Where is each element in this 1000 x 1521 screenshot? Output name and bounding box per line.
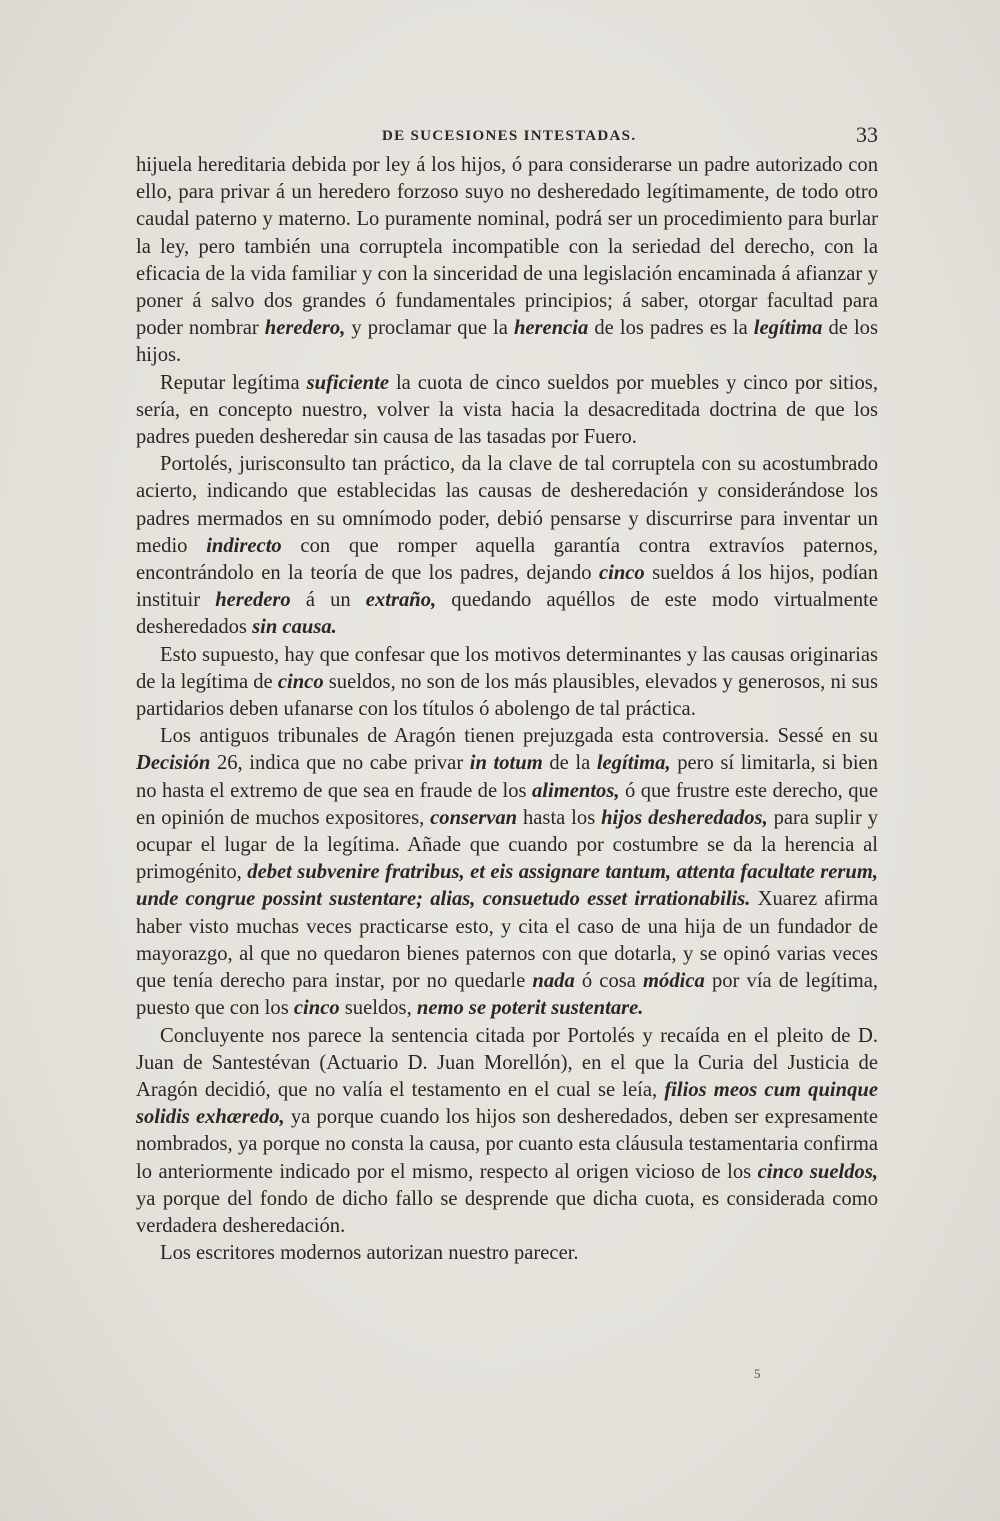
paragraph-3: Portolés, jurisconsulto tan práctico, da la clave de tal corruptela con su acostumbrado acierto, indicando que establecidas las causas de desheredación y considerándose los padres mermados en su omnímodo poder, debió pensarse y discurrirse para inventar un medio indirecto con que romper aquella garantía contra extravíos paternos, encontrándolo en la teoría de que los padres, dejando cinco sueldos á los hijos, podían instituir heredero á un extraño, quedando aquéllos de este modo virtualmente desheredados sin causa. (136, 453, 879, 639)
paragraph-6: Concluyente nos parece la sentencia citada por Portolés y recaída en el pleito de D. Juan de Santestévan (Actuario D. Juan Morellón), en el que la Curia del Justicia de Aragón decidió, que no valía el testamento en el cual se leía, filios meos cum quinque solidis exhæredo, ya porque cuando los hijos son desheredados, deben ser expresamente nombrados, ya porque no consta la causa, por cuanto esta cláusula testamentaria confirma lo anteriormente indicado por el mismo, respecto al origen vicioso de los cinco sueldos, ya porque del fondo de dicho fallo se desprende que dicha cuota, es considerada como verdadera desheredación. (136, 1024, 878, 1237)
body-text (136, 152, 878, 1267)
paragraph-7: Los escritores modernos autorizan nuestro parecer. (160, 1242, 579, 1265)
paragraph-5: Los antiguos tribunales de Aragón tienen prejuzgada esta controversia. Sessé en su Decisión 26, indica que no cabe privar in totum de la legítima, pero sí limitarla, si bien no hasta el extremo de que sea en fraude de los alimentos, ó que frustre este derecho, que en opinión de muchos expositores, conservan hasta los hijos desheredados, para suplir y ocupar el lugar de la legítima. Añade que cuando por costumbre se da la herencia al primogénito, debet subvenire fratribus, et eis assignare tantum, attenta facultate rerum, unde congrue possint sustentare; alias, consuetudo esset irrationabilis. Xuarez afirma haber visto muchas veces practicarse esto, y cita el caso de una hija de un fundador de mayorazgo, al que no quedaron bienes paternos con que dotarla, y se opinó varias veces que tenía derecho para instar, por no quedarle nada ó cosa módica por vía de legítima, puesto que con los cinco sueldos, nemo se poterit sustentare. (136, 725, 879, 1020)
paragraph-4: Esto supuesto, hay que confesar que los motivos determinantes y las causas originarias de la legítima de cinco sueldos, no son de los más plausibles, elevados y generosos, ni sus partidarios deben ufanarse con los títulos ó abolengo de tal práctica. (136, 643, 878, 721)
page-number: 33 (856, 122, 878, 147)
paragraph-1: hijuela hereditaria debida por ley á los hijos, ó para considerarse un padre autorizado con ello, para privar á un heredero forzoso suyo no desheredado legítimamente, de todo otro caudal paterno y materno. Lo puramente nominal, podrá ser un procedimiento para burlar la ley, pero también una corruptela incompatible con la seriedad del derecho, con la eficacia de la vida familiar y con la sinceridad de una legislación encaminada á afianzar y poner á salvo dos grandes ó fundamentales principios; á saber, otorgar facultad para poder nombrar heredero, y proclamar que la herencia de los padres es la legítima de los hijos. (136, 154, 878, 367)
signature-mark: 5 (754, 1366, 761, 1381)
page-header (136, 122, 878, 152)
running-title: DE SUCESIONES INTESTADAS. (382, 128, 637, 144)
paragraph-2: Reputar legítima suficiente la cuota de cinco sueldos por muebles y cinco por sitios, sería, en concepto nuestro, volver la vista hacia la desacreditada doctrina de que los padres pueden desheredar sin causa de las tasadas por Fuero. (136, 371, 878, 449)
